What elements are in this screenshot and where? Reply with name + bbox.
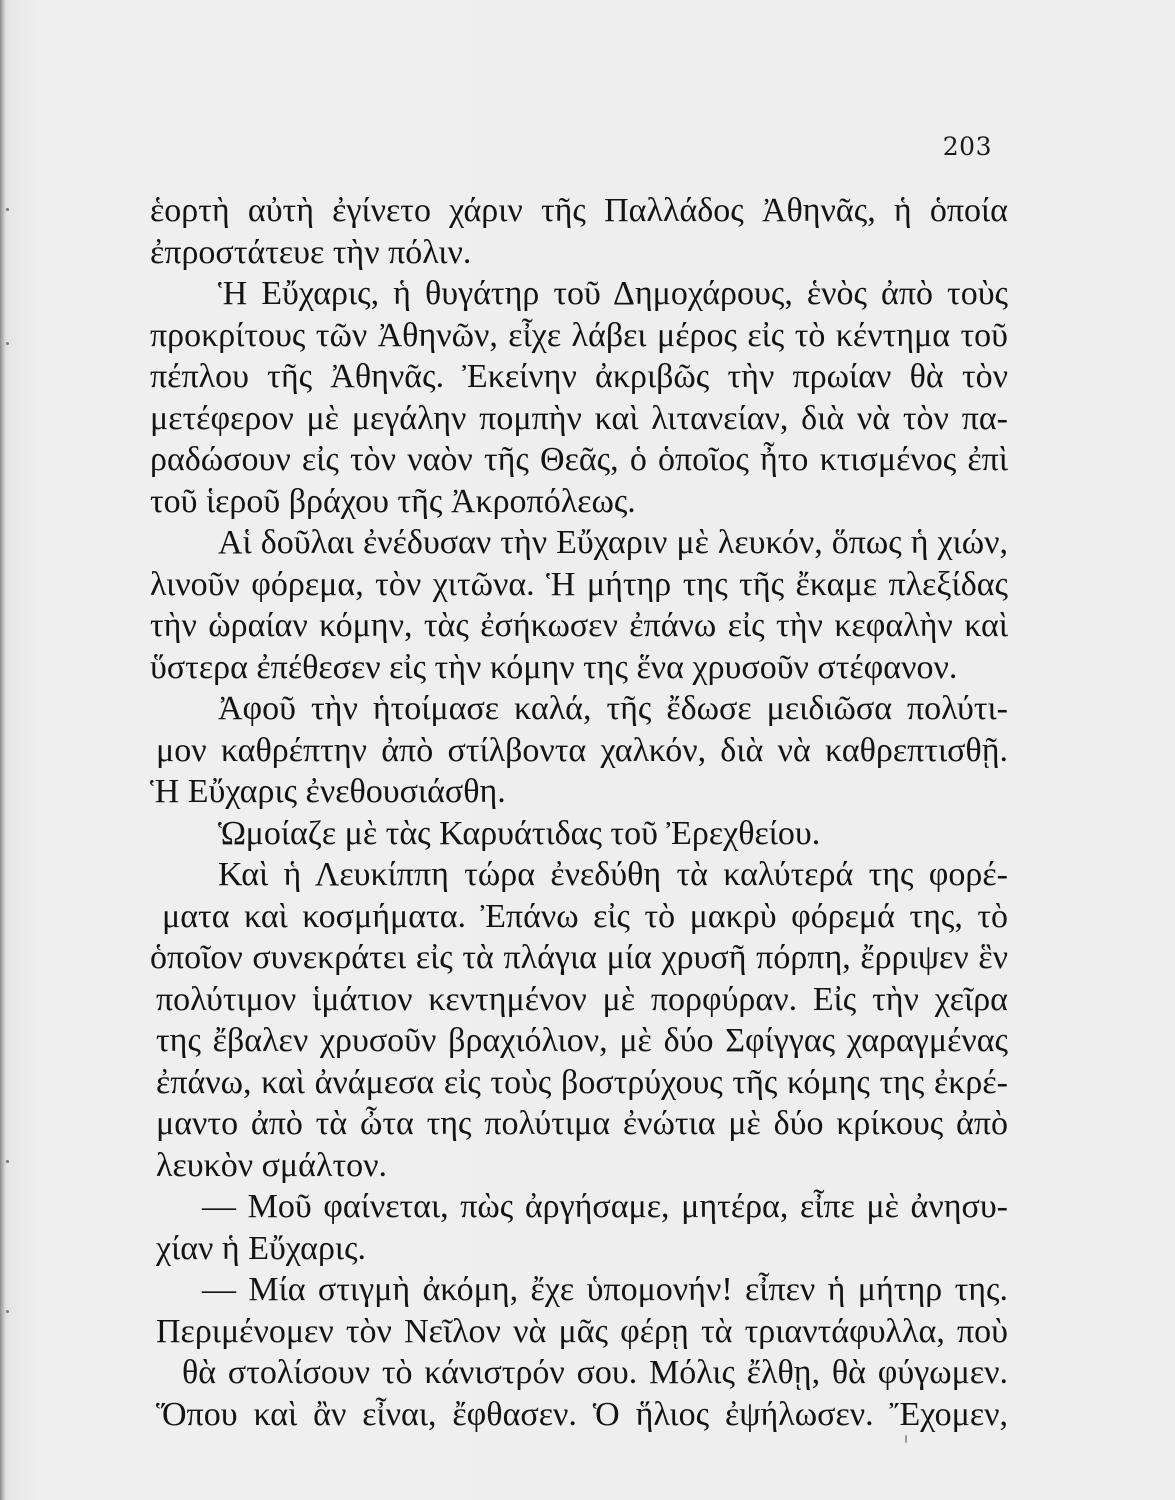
text-line: πέπλου τῆς Ἀθηνᾶς. Ἐκείνην ἀκριβῶς τὴν πρωίαν θὰ τὸν xyxy=(150,358,1008,395)
text-line: της ἔβαλεν χρυσοῦν βραχιόλιον, μὲ δύο Σφίγγας χαραγμένας xyxy=(156,1022,1008,1059)
binding-edge xyxy=(0,0,6,1500)
text-line: Ἡ Εὔχαρις, ἡ θυγάτηρ τοῦ Δημοχάρους, ἑνὸς ἀπὸ τοὺς xyxy=(218,275,1008,312)
text-line: μαντο ἀπὸ τὰ ὦτα της πολύτιμα ἐνώτια μὲ δύο κρίκους ἀπὸ xyxy=(156,1105,1008,1142)
text-line: — Μία στιγμὴ ἀκόμη, ἔχε ὑπομονήν! εἶπεν ἡ μήτηρ της. xyxy=(202,1271,1008,1308)
text-line: ραδώσουν εἰς τὸν ναὸν τῆς Θεᾶς, ὁ ὁποῖος ἦτο κτισμένος ἐπὶ xyxy=(150,441,1008,478)
text-line: Ἀφοῦ τὴν ἡτοίμασε καλά, τῆς ἔδωσε μειδιῶσα πολύτι- xyxy=(218,690,1008,727)
text-line: θὰ στολίσουν τὸ κάνιστρόν σου. Μόλις ἔλθῃ, θὰ φύγωμεν. xyxy=(182,1354,1008,1391)
text-line: μετέφερον μὲ μεγάλην πομπὴν καὶ λιτανείαν, διὰ νὰ τὸν πα- xyxy=(150,399,1008,437)
text-line: — Μοῦ φαίνεται, πὼς ἀργήσαμε, μητέρα, εἶπε μὲ ἀνησυ- xyxy=(202,1188,1008,1225)
scan-speck xyxy=(905,1435,907,1443)
scan-speck xyxy=(6,1160,9,1163)
text-line: μον καθρέπτην ἀπὸ στίλβοντα χαλκόν, διὰ νὰ καθρεπτισθῇ. xyxy=(156,731,1008,769)
text-line: ὁποῖον συνεκράτει εἰς τὰ πλάγια μία χρυσῆ πόρπη, ἔρριψεν ἓν xyxy=(150,939,1008,976)
text-line: λευκὸν σμάλτον. xyxy=(156,1146,387,1184)
text-line: ματα καὶ κοσμήματα. Ἐπάνω εἰς τὸ μακρὺ φόρεμά της, τὸ xyxy=(162,897,1008,935)
text-line: πολύτιμον ἱμάτιον κεντημένον μὲ πορφύραν. Εἰς τὴν χεῖρα xyxy=(156,980,1008,1018)
body-text xyxy=(150,190,1008,1435)
text-line: Ὡμοίαζε μὲ τὰς Καρυάτιδας τοῦ Ἐρεχθείου. xyxy=(218,814,821,852)
text-line: προκρίτους τῶν Ἀθηνῶν, εἶχε λάβει μέρος εἰς τὸ κέντημα τοῦ xyxy=(150,316,1008,354)
scan-speck xyxy=(6,1310,9,1313)
text-line: ἐπάνω, καὶ ἀνάμεσα εἰς τοὺς βοστρύχους τῆς κόμης της ἐκρέ- xyxy=(156,1063,1008,1101)
text-line: χίαν ἡ Εὔχαρις. xyxy=(156,1229,367,1267)
text-line: Καὶ ἡ Λευκίππη τώρα ἐνεδύθη τὰ καλύτερά της φορέ- xyxy=(218,856,1008,893)
text-line: Αἱ δοῦλαι ἐνέδυσαν τὴν Εὔχαριν μὲ λευκόν, ὅπως ἡ χιών, xyxy=(218,524,1008,561)
text-line: λινοῦν φόρεμα, τὸν χιτῶνα. Ἡ μήτηρ της τῆς ἔκαμε πλεξίδας xyxy=(150,565,1008,603)
scan-speck xyxy=(6,342,9,345)
text-line: τὴν ὡραίαν κόμην, τὰς ἐσήκωσεν ἐπάνω εἰς τὴν κεφαλὴν καὶ xyxy=(150,607,1008,644)
scan-speck xyxy=(6,208,9,211)
text-line: Ὅπου καὶ ἂν εἶναι, ἔφθασεν. Ὁ ἥλιος ἐψήλωσεν. Ἔχομεν, xyxy=(156,1395,1008,1433)
text-line: τοῦ ἱεροῦ βράχου τῆς Ἀκροπόλεως. xyxy=(150,482,636,520)
text-line: ἐπροστάτευε τὴν πόλιν. xyxy=(150,233,472,271)
page-number: 203 xyxy=(942,132,992,161)
text-line: ὕστερα ἐπέθεσεν εἰς τὴν κόμην της ἕνα χρυσοῦν στέφανον. xyxy=(150,648,958,686)
text-line: Ἡ Εὔχαρις ἐνεθουσιάσθη. xyxy=(150,773,506,810)
text-line: ἑορτὴ αὐτὴ ἐγίνετο χάριν τῆς Παλλάδος Ἀθηνᾶς, ἡ ὁποία xyxy=(150,192,1008,229)
text-line: Περιμένομεν τὸν Νεῖλον νὰ μᾶς φέρῃ τὰ τριαντάφυλλα, ποὺ xyxy=(156,1312,1008,1350)
